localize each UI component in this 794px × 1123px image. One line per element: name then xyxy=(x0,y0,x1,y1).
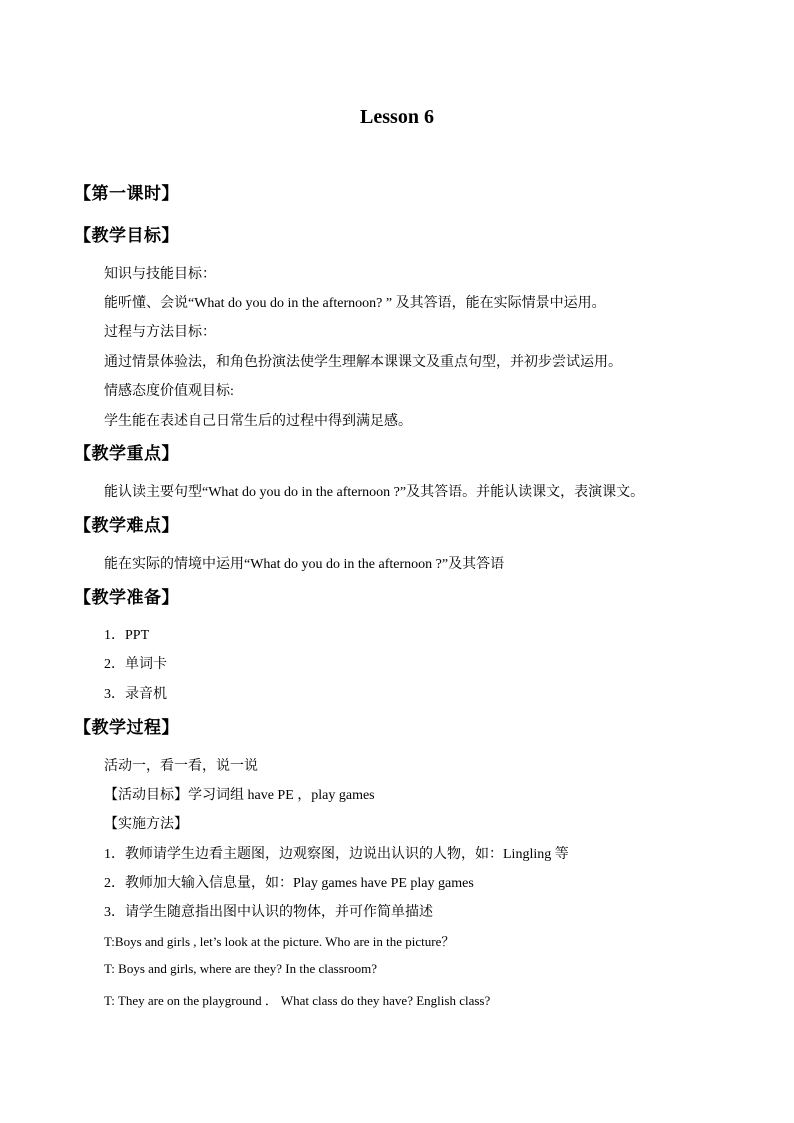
section-heading-process: 【教学过程】 xyxy=(74,718,179,738)
page-title: Lesson 6 xyxy=(360,106,434,128)
difficulties-line: 能在实际的情境中运用“What do you do in the afternoon ?”及其答语 xyxy=(104,557,505,572)
preparation-item: 3．录音机 xyxy=(104,687,167,702)
objectives-line: 学生能在表述自己日常生后的过程中得到满足感。 xyxy=(104,414,412,429)
objectives-line: 知识与技能目标： xyxy=(104,267,216,282)
process-line: T: They are on the playground ． What class do they have? English class? xyxy=(104,993,491,1008)
objectives-line: 情感态度价值观目标: xyxy=(104,384,234,399)
process-line: T: Boys and girls, where are they? In the classroom? xyxy=(104,961,377,976)
process-line: 3．请学生随意指出图中认识的物体，并可作简单描述 xyxy=(104,905,433,920)
section-heading-preparation: 【教学准备】 xyxy=(74,588,179,608)
objectives-line: 通过情景体验法，和角色扮演法使学生理解本课课文及重点句型，并初步尝试运用。 xyxy=(104,355,622,370)
process-line: 活动一，看一看，说一说 xyxy=(104,759,258,774)
process-line: 【实施方法】 xyxy=(104,817,188,832)
section-heading-period: 【第一课时】 xyxy=(74,184,179,204)
preparation-item: 2．单词卡 xyxy=(104,657,167,672)
objectives-line: 能听懂、会说“What do you do in the afternoon? ” 及其答语，能在实际情景中运用。 xyxy=(104,296,606,311)
key-points-line: 能认读主要句型“What do you do in the afternoon ?”及其答语。并能认读课文，表演课文。 xyxy=(104,485,645,500)
section-heading-difficulties: 【教学难点】 xyxy=(74,516,179,536)
process-line: 1．教师请学生边看主题图，边观察图，边说出认识的人物，如：Lingling 等 xyxy=(104,847,569,862)
process-line: 【活动目标】学习词组 have PE ，play games xyxy=(104,788,375,803)
section-heading-key-points: 【教学重点】 xyxy=(74,444,179,464)
process-line: 2．教师加大输入信息量，如：Play games have PE play games xyxy=(104,876,474,891)
objectives-line: 过程与方法目标： xyxy=(104,325,216,340)
section-heading-objectives: 【教学目标】 xyxy=(74,226,179,246)
preparation-item: 1．PPT xyxy=(104,628,150,643)
process-line: T:Boys and girls , let’s look at the picture. Who are in the picture？ xyxy=(104,934,455,949)
